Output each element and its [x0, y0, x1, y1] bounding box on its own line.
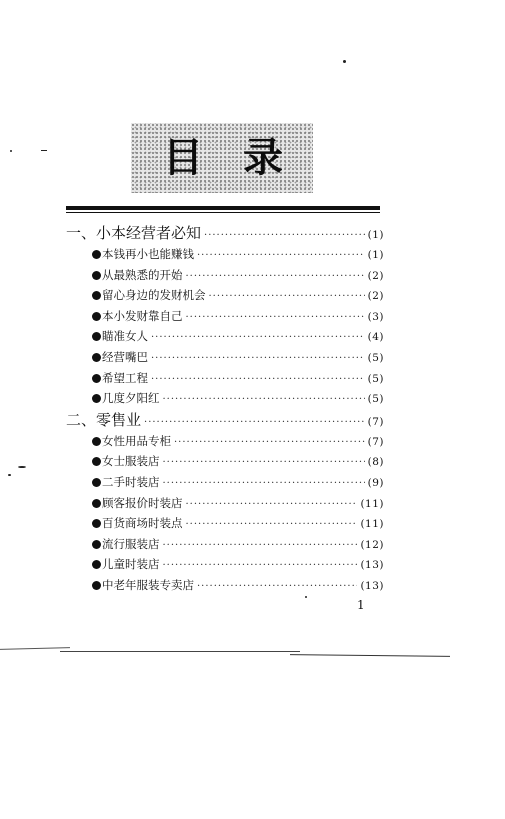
- toc-entry[interactable]: [66, 431, 384, 452]
- toc-entry-title: 女性用品专柜: [102, 433, 171, 448]
- header-rule: [66, 206, 380, 210]
- toc-entry-title: 女士服装店: [102, 454, 160, 469]
- toc-leader: [209, 287, 365, 308]
- bullet-icon: [92, 519, 101, 528]
- toc-page-ref: (4): [367, 331, 384, 344]
- toc-entry[interactable]: [66, 368, 384, 389]
- toc-leader: [174, 433, 365, 454]
- toc-leader: [197, 246, 365, 267]
- toc-entry[interactable]: [66, 554, 384, 575]
- toc-entry[interactable]: [66, 244, 384, 265]
- title-background: [131, 123, 313, 193]
- scan-speck: [10, 150, 12, 152]
- bullet-icon: [92, 250, 101, 259]
- bullet-icon: [92, 478, 101, 487]
- toc-entry[interactable]: [66, 265, 384, 286]
- scan-speck: [343, 60, 346, 63]
- page-number: 1: [357, 598, 365, 612]
- toc-page-ref: (1): [367, 229, 384, 241]
- toc-entry-title: 顾客报价时装店: [102, 495, 183, 510]
- bullet-icon: [92, 291, 101, 300]
- bullet-icon: [92, 271, 101, 280]
- toc-entry-title: 几度夕阳红: [102, 391, 160, 406]
- page-edge-line: [290, 654, 450, 657]
- toc-section[interactable]: [66, 409, 384, 431]
- toc-section[interactable]: [66, 222, 384, 244]
- bullet-icon: [92, 353, 101, 362]
- toc-leader: [163, 474, 365, 495]
- toc-entry[interactable]: [66, 472, 384, 493]
- toc-page-ref: (1): [367, 249, 384, 261]
- toc-page-ref: (12): [360, 538, 384, 551]
- scan-speck: [8, 474, 11, 476]
- bullet-icon: [92, 312, 101, 321]
- toc-page-ref: (2): [367, 269, 384, 282]
- bullet-icon: [92, 437, 101, 446]
- scan-speck: [41, 150, 47, 151]
- table-of-contents: [66, 222, 384, 596]
- toc-entry[interactable]: [66, 513, 384, 534]
- bullet-icon: [92, 457, 101, 466]
- page-edge-line: [60, 651, 300, 652]
- toc-entry-title: 经营嘴巴: [102, 349, 148, 364]
- toc-leader: [163, 536, 358, 557]
- toc-section-title: 一、小本经营者必知: [66, 224, 202, 242]
- toc-page-ref: (11): [360, 518, 384, 531]
- toc-entry[interactable]: [66, 388, 384, 409]
- toc-leader: [197, 577, 357, 598]
- toc-entry[interactable]: [66, 493, 384, 514]
- toc-entry-title: 从最熟悉的开始: [102, 267, 183, 282]
- toc-entry[interactable]: [66, 306, 384, 327]
- toc-leader: [151, 370, 365, 391]
- bullet-icon: [92, 332, 101, 341]
- bullet-icon: [92, 581, 101, 590]
- toc-entry-title: 流行服装店: [102, 536, 160, 551]
- toc-entry-title: 儿童时装店: [102, 557, 160, 572]
- toc-entry[interactable]: [66, 347, 384, 368]
- toc-page-ref: (5): [367, 351, 384, 364]
- toc-entry-title: 希望工程: [102, 370, 148, 385]
- title-char-1: 目: [163, 135, 203, 181]
- toc-leader: [186, 515, 358, 536]
- toc-entry[interactable]: [66, 326, 384, 347]
- toc-entry[interactable]: [66, 534, 384, 555]
- toc-page-ref: (9): [367, 476, 384, 489]
- bullet-icon: [92, 394, 101, 403]
- toc-leader: [186, 308, 365, 329]
- toc-page-ref: (11): [360, 497, 384, 510]
- toc-leader: [186, 267, 365, 288]
- bullet-icon: [92, 540, 101, 549]
- bullet-icon: [92, 499, 101, 508]
- toc-entry-title: 本小发财靠自己: [102, 308, 183, 323]
- toc-page-ref: (5): [367, 372, 384, 385]
- toc-page-ref: (8): [367, 456, 384, 469]
- toc-entry[interactable]: [66, 451, 384, 472]
- toc-entry-title: 百货商场时装点: [102, 516, 183, 531]
- toc-entry-title: 瞄准女人: [102, 329, 148, 344]
- page-edge-line: [0, 647, 70, 650]
- toc-leader: [151, 349, 365, 370]
- toc-page-ref: (7): [367, 435, 384, 448]
- toc-section-title: 二、零售业: [66, 410, 142, 429]
- toc-page-ref: (5): [367, 393, 384, 406]
- toc-entry-title: 二手时装店: [102, 474, 160, 489]
- toc-leader: [144, 412, 365, 434]
- bullet-icon: [92, 560, 101, 569]
- scan-speck: [18, 466, 26, 468]
- toc-leader: [163, 453, 365, 474]
- header-rule-thin: [66, 212, 380, 213]
- toc-page-ref: (13): [360, 559, 384, 572]
- toc-entry-title: 本钱再小也能赚钱: [102, 247, 194, 261]
- toc-leader: [186, 495, 358, 516]
- toc-leader: [163, 556, 358, 577]
- toc-page-ref: (2): [367, 290, 384, 303]
- toc-page-ref: (3): [367, 310, 384, 323]
- toc-leader: [163, 390, 365, 411]
- toc-entry-title: 留心身边的发财机会: [102, 288, 206, 303]
- toc-entry[interactable]: [66, 575, 384, 596]
- title-char-2: 录: [243, 135, 283, 181]
- toc-page-ref: (7): [367, 415, 384, 428]
- toc-leader: [151, 328, 365, 349]
- toc-entry[interactable]: [66, 285, 384, 306]
- toc-leader: [204, 225, 365, 247]
- toc-page-ref: (13): [360, 579, 384, 592]
- toc-entry-title: 中老年服装专卖店: [102, 577, 194, 592]
- bullet-icon: [92, 374, 101, 383]
